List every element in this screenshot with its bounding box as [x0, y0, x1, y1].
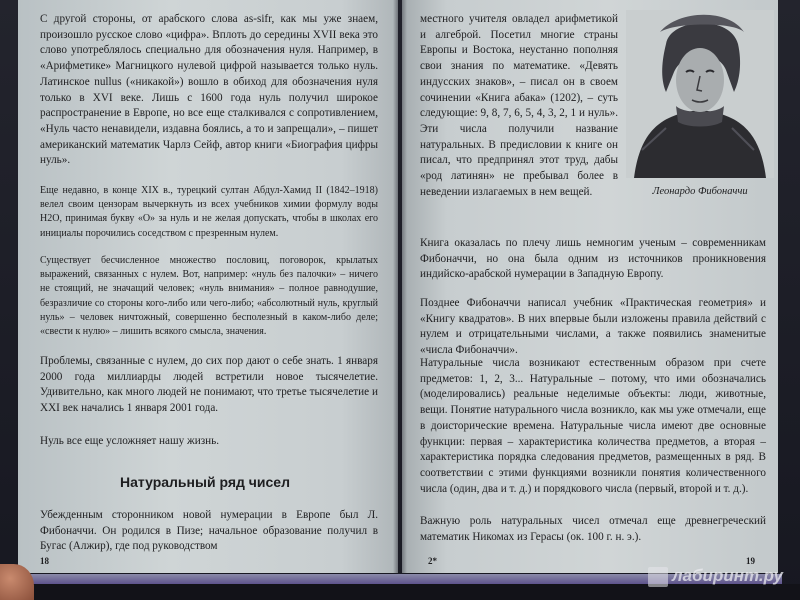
- section-heading: Натуральный ряд чисел: [120, 474, 290, 490]
- labirint-logo-icon: [648, 567, 668, 587]
- paragraph-fibonacci-intro: Убежденным сторонником новой нумерации в Европе был Л. Фибоначчи. Он родился в Пизе; начальное образование получил в Бугас (Алжир), где под руководством: [40, 509, 378, 553]
- paragraph-zero-life: Нуль все еще усложняет нашу жизнь.: [40, 435, 220, 447]
- portrait-engraving-icon: [626, 10, 774, 178]
- paragraph-as-sifr: С другой стороны, от арабского слова as-sifr, как мы уже знаем, произошло русское слово «цифра». Вплоть до середины XVII века это слово употреблялось специально для обозначения нуля. Например, в «Арифметике» Магницкого нулевой цифрой называется только нуль. Латинское nullus («никакой») вошло в обиход для обозначения нуля только в XVI веке. Лишь с 1600 года нуль получил широкое распространение в Европе, но все еще сталкивался с сопротивлением, «Нуль часто ненавидели, издавна боялись, а то и запрещали», – пишет американский математик Чарлз Сейф, автор книги «Биография цифры нуль».: [40, 13, 378, 167]
- left-page: [18, 0, 398, 573]
- paragraph-sultan: Еще недавно, в конце XIX в., турецкий султан Абдул-Хамид II (1842–1918) велел своим цензорам вычеркнуть из всех учебников химии формулу воды H2O, принимая букву «О» за нуль и не желая допускать, чтобы в школах его инициалы порочились соседством с презренным нулем.: [40, 185, 378, 239]
- portrait-caption: Леонардо Фибоначчи: [652, 186, 748, 197]
- paragraph-proverbs: Существует бесчисленное множество пословиц, поговорок, крылатых выражений, связанных с нулем. Вот, например: «нуль без палочки» – ничего не стоящий, не значащий человек; «нуль внимания» – полное равнодушие, безразличие со стороны кого-либо или чего-либо; «абсолютный нуль, круглый нуль» – человек ничтожный, совершенно бесполезный в каком-либо деле; «свести к нулю» – лишить всякого смысла, значения.: [40, 255, 378, 338]
- page-number-left: 18: [40, 556, 49, 566]
- paragraph-millennium: Проблемы, связанные с нулем, до сих пор дают о себе знать. 1 января 2000 года миллиарды людей встретили новое тысячелетие. Удивительно, как много людей не понимают, что третье тысячелетие и XXI век начались 1 января 2001 года.: [40, 355, 378, 415]
- page-number-right: 19: [746, 556, 755, 566]
- fibonacci-portrait: [626, 10, 774, 178]
- signature-mark: 2*: [428, 556, 437, 566]
- labirint-watermark: [648, 566, 794, 588]
- paragraph-fibonacci-travels: местного учителя овладел арифметикой и алгеброй. Посетил многие страны Европы и Востока, неустанно пополняя свои знания по математике. «Девять индусских знаков», – писал он в своем сочинении «Книга абака» (1202), – суть следующие: 9, 8, 7, 6, 5, 4, 3, 2, 1 и нуль». Эти числа получили название натуральных. В предисловии к книге он писал, что предпринял этот труд, дабы «род латинян» не пребывал более в неведении излагаемых в нем вещей.: [420, 13, 618, 198]
- paragraph-nicomachus: Важную роль натуральных чисел отмечал еще древнегреческий математик Никомах из Герасы (ок. 100 г. н. э.).: [420, 515, 766, 543]
- paragraph-natural-numbers: Натуральные числа возникают естественным образом при счете предметов: 1, 2, 3... Натуральные – потому, что ими обозначались (моделировались) реальные неделимые объекты: люди, животные, вещи. Понятие натурального числа возникло, как мы уже отмечали, еще в доисторические времена. Натуральные числа имеют две основные функции: первая – характеристика количества предметов, а вторая – характеристика порядка следования предметов, размещенных в ряд. В соответствии с этими функциями возникли понятия количественного числа (один, два и т. д.) и порядкового числа (первый, второй и т. д.).: [420, 357, 766, 495]
- right-page: [402, 0, 778, 573]
- paragraph-book-influence: Книга оказалась по плечу лишь немногим ученым – современникам Фибоначчи, но она была одним из источников проникновения индийско-арабской нумерации в Западную Европу.: [420, 237, 766, 281]
- book-gutter: [393, 0, 407, 580]
- watermark-text: лабиринт.ру: [672, 566, 783, 585]
- paragraph-later-works: Позднее Фибоначчи написал учебник «Практическая геометрия» и «Книгу квадратов». В них впервые были изложены правила действий с нулем и отрицательными числами, а также появились знаменитые «числа Фибоначчи».: [420, 297, 766, 357]
